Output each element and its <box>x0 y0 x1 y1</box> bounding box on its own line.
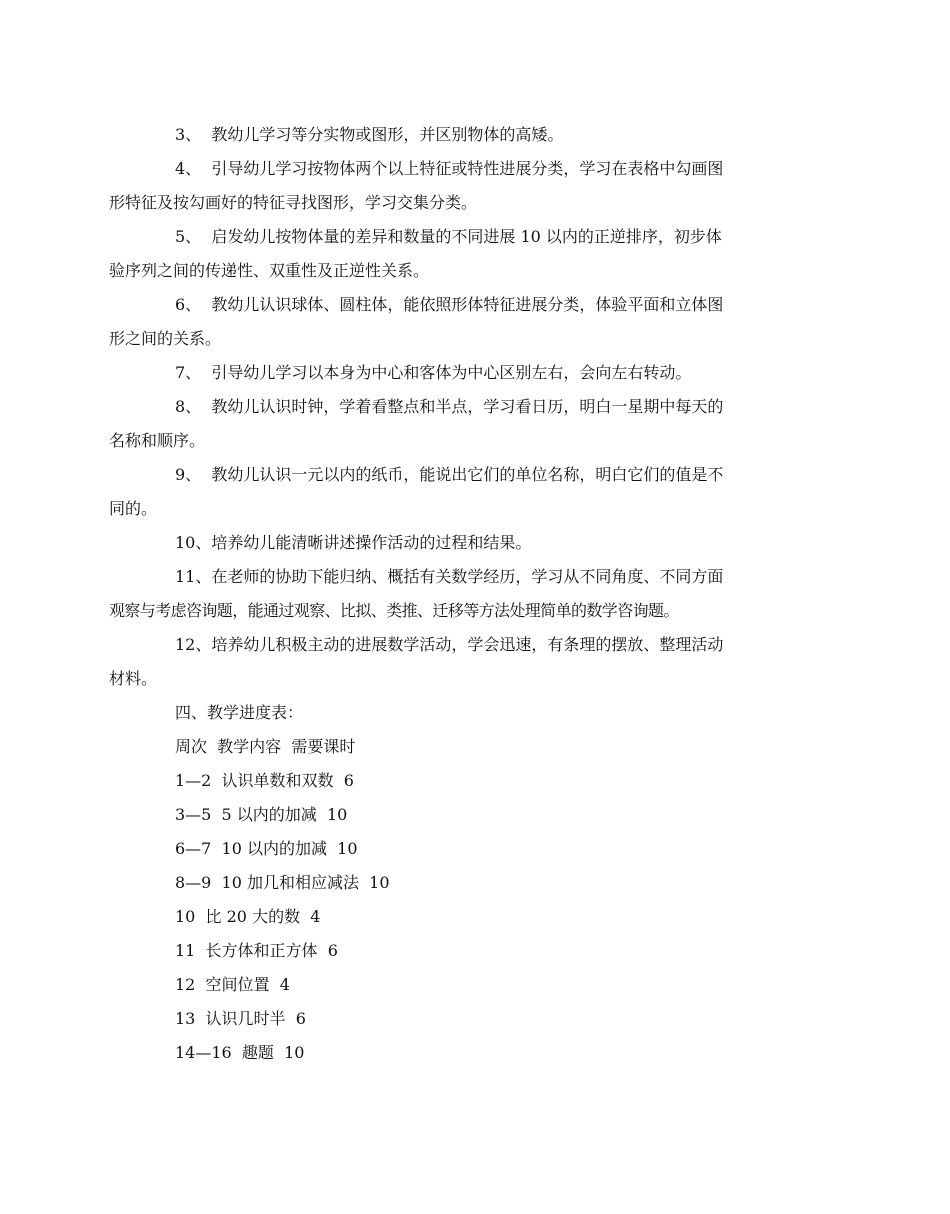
goal-line: 5、 启发幼儿按物体量的差异和数量的不同进展 10 以内的正逆排序，初步体 <box>175 227 722 246</box>
schedule-row: 12 空间位置 4 <box>175 975 290 994</box>
goal-item-8 <box>109 390 820 458</box>
goal-line: 观察与考虑咨询题，能通过观察、比拟、类推、迁移等方法处理简单的数学咨询题。 <box>109 601 679 620</box>
goal-line: 形之间的关系。 <box>109 329 222 348</box>
goal-line: 11、在老师的协助下能归纳、概括有关数学经历，学习从不同角度、不同方面 <box>175 567 724 586</box>
goal-line: 12、培养幼儿积极主动的进展数学活动，学会迅速，有条理的摆放、整理活动 <box>175 635 724 654</box>
schedule-row: 14—16 趣题 10 <box>175 1043 305 1062</box>
goal-item-5 <box>109 220 820 288</box>
schedule-heading: 四、教学进度表： <box>175 703 304 722</box>
goal-line: 同的。 <box>109 499 158 518</box>
document-body <box>109 118 820 1070</box>
goal-line: 10、培养幼儿能清晰讲述操作活动的过程和结果。 <box>175 533 532 552</box>
goal-item-4 <box>109 152 820 220</box>
goal-item-6 <box>109 288 820 356</box>
goal-line: 6、 教幼儿认识球体、圆柱体，能依照形体特征进展分类，体验平面和立体图 <box>175 295 724 314</box>
schedule-row: 1—2 认识单数和双数 6 <box>175 771 354 790</box>
schedule-row: 13 认识几时半 6 <box>175 1009 306 1028</box>
goal-item-7 <box>142 356 820 390</box>
goal-line: 材料。 <box>109 669 158 688</box>
schedule-row: 3—5 5 以内的加减 10 <box>175 805 348 824</box>
goal-item-3 <box>142 118 820 152</box>
goal-item-11 <box>109 560 820 628</box>
goal-line: 名称和顺序。 <box>109 431 206 450</box>
schedule-row: 10 比 20 大的数 4 <box>175 907 321 926</box>
goal-line: 验序列之间的传递性、双重性及正逆性关系。 <box>109 261 430 280</box>
schedule-row: 8—9 10 加几和相应减法 10 <box>175 873 390 892</box>
schedule-row: 11 长方体和正方体 6 <box>175 941 338 960</box>
goal-item-9 <box>109 458 820 526</box>
goal-line: 形特征及按勾画好的特征寻找图形，学习交集分类。 <box>109 193 478 212</box>
goal-line: 4、 引导幼儿学习按物体两个以上特征或特性进展分类，学习在表格中勾画图 <box>175 159 724 178</box>
goal-line: 7、 引导幼儿学习以本身为中心和客体为中心区别左右，会向左右转动。 <box>175 363 692 382</box>
goal-line: 9、 教幼儿认识一元以内的纸币，能说出它们的单位名称，明白它们的值是不 <box>175 465 724 484</box>
goal-item-12 <box>109 628 820 696</box>
schedule-row: 6—7 10 以内的加减 10 <box>175 839 358 858</box>
goal-line: 8、 教幼儿认识时钟，学着看整点和半点，学习看日历，明白一星期中每天的 <box>175 397 724 416</box>
schedule-column-headers: 周次 教学内容 需要课时 <box>175 737 356 756</box>
goal-line: 3、 教幼儿学习等分实物或图形，并区别物体的高矮。 <box>175 125 564 144</box>
goal-item-10 <box>142 526 820 560</box>
